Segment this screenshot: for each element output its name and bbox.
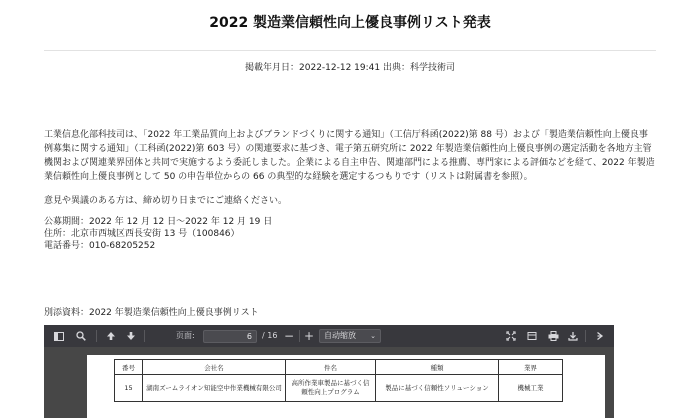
article-body: 工業信息化部科技司は、「2022 年工業品質向上およびブランドづくりに関する通知」（工信厅科函(2022)第 88 号）および「製造業信頼性向上優良事例募集に関する通知」（工科函(2022)第 603 号）の関連要求に基づき、電子第五研究所に 2022 年製造業信頼性向上優良事例の選定活動を各地方主管機関および関連業界団体と共同で実施するよう委託しました。企業による自主申告、関連部門による推薦、専門家による評価などを経て、2022 年製造業信頼性向上優良事例として 50 の申告単位からの 66 の典型的な経験を選定するつもりです（リストは附属書を参照）。 — [44, 130, 655, 182]
toolbar-separator — [144, 330, 145, 342]
zoom-select[interactable] — [319, 329, 381, 343]
table-cell: 15 — [115, 375, 143, 402]
pdf-viewer — [44, 325, 614, 418]
toolbar-separator — [96, 330, 97, 342]
previous-page-icon[interactable] — [102, 325, 120, 347]
download-icon[interactable] — [564, 325, 582, 347]
column-header: 業界 — [499, 360, 563, 375]
contact-info — [44, 216, 272, 252]
tools-menu-icon[interactable] — [591, 325, 609, 347]
search-icon[interactable] — [72, 325, 90, 347]
table-cell: 高所作業車製品に基づく信頼性向上プログラム — [286, 375, 376, 402]
title-divider — [44, 50, 656, 51]
toolbar-separator — [585, 330, 586, 342]
pdf-toolbar — [44, 325, 614, 347]
print-icon[interactable] — [544, 325, 562, 347]
next-page-icon[interactable] — [122, 325, 140, 347]
column-header: 種類 — [376, 360, 499, 375]
page-title: 2022 製造業信頼性向上優良事例リスト発表 — [209, 15, 491, 31]
zoom-in-button[interactable]: + — [303, 329, 315, 343]
zoom-select-value: 自动缩放 — [324, 331, 356, 340]
column-header: 会社名 — [143, 360, 286, 375]
table-cell: 湖南ズームライオン知能空中作業機械有限公司 — [143, 375, 286, 402]
public-comment-period: 公募期間：2022 年 12 月 12 日～2022 年 12 月 19 日 — [44, 217, 273, 227]
presentation-mode-icon[interactable] — [502, 325, 520, 347]
table-row — [115, 375, 563, 402]
attachment-label: 別添資料：2022 年製造業信頼性向上優良事例リスト — [44, 308, 259, 318]
toolbar-separator — [299, 330, 300, 342]
publish-meta: 掲載年月日：2022-12-12 19:41 出典：科学技術司 — [245, 63, 455, 73]
chevron-down-icon: ⌄ — [370, 332, 376, 340]
objection-notice: 意見や異議のある方は、締め切り日までにご連絡ください。 — [44, 196, 288, 206]
pdf-page — [87, 355, 605, 418]
table-cell: 機械工業 — [499, 375, 563, 402]
zoom-out-button[interactable]: − — [283, 329, 295, 343]
phone-number: 電話番号：010-68205252 — [44, 241, 156, 251]
page-number-input[interactable]: 6 — [203, 330, 257, 343]
table-cell: 製品に基づく信頼性ソリューション — [376, 375, 499, 402]
address: 住所：北京市西城区西長安街 13 号（100846） — [44, 229, 240, 239]
page-number-label: 页面: — [176, 331, 195, 340]
table-header-row — [115, 360, 563, 375]
page-count: / 16 — [262, 331, 278, 340]
open-file-icon[interactable] — [523, 325, 541, 347]
case-list-table — [114, 359, 563, 402]
column-header: 番号 — [115, 360, 143, 375]
column-header: 件名 — [286, 360, 376, 375]
sidebar-toggle-icon[interactable] — [50, 325, 68, 347]
